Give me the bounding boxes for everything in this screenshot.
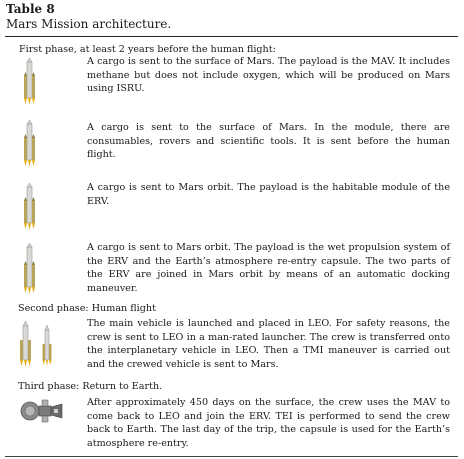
table-top-rule bbox=[5, 36, 458, 37]
table-label: Table 8 bbox=[6, 2, 55, 16]
phase1-item2-text: A cargo is sent to the surface of Mars. In the module, there are consumables, rovers and scientific tools. It is sent before the human flight. bbox=[87, 122, 450, 160]
phase-heading-first: First phase, at least 2 years before the human flight: bbox=[19, 44, 276, 55]
spacecraft-icon bbox=[20, 398, 66, 424]
phase2-item1-text: The main vehicle is launched and placed in LEO. For safety reasons, the crew is sent to LEO in a man-rated launcher. The crew is transferred onto the interplanetary vehicle in LEO. Then a TMI maneuver is carried out and the crewed vehicle is sent to Mars. bbox=[87, 318, 450, 370]
phase1-item4-text: A cargo is sent to Mars orbit. The payload is the wet propulsion system of the ERV and the Earth’s atmosphere re-entry capsule. The two parts of the ERV are joined in Mars orbit by means of an automatic docking maneuver. bbox=[87, 242, 450, 294]
table-title: Mars Mission architecture. bbox=[6, 17, 172, 31]
rocket-icon bbox=[18, 243, 40, 297]
phase3-item1-text: After approximately 450 days on the surface, the crew uses the MAV to come back to LEO and join the ERV. TEI is performed to send the crew back to Earth. The last day of the trip, the capsule is used for the Earth’s atmosphere re-entry. bbox=[87, 397, 450, 449]
rocket-icon bbox=[18, 183, 40, 233]
table-bottom-rule bbox=[5, 456, 458, 457]
phase1-item3-text: A cargo is sent to Mars orbit. The payload is the habitable module of the ERV. bbox=[87, 182, 450, 207]
rocket-icon bbox=[18, 120, 40, 170]
rocket-icon bbox=[18, 58, 40, 108]
phase1-item1-text: A cargo is sent to the surface of Mars. The payload is the MAV. It includes methane but does not include oxygen, which will be produced on Mars using ISRU. bbox=[87, 56, 450, 94]
phase-heading-third: Third phase: Return to Earth. bbox=[18, 381, 163, 392]
phase-heading-second: Second phase: Human flight bbox=[18, 303, 156, 314]
rockets-icon bbox=[18, 320, 60, 370]
